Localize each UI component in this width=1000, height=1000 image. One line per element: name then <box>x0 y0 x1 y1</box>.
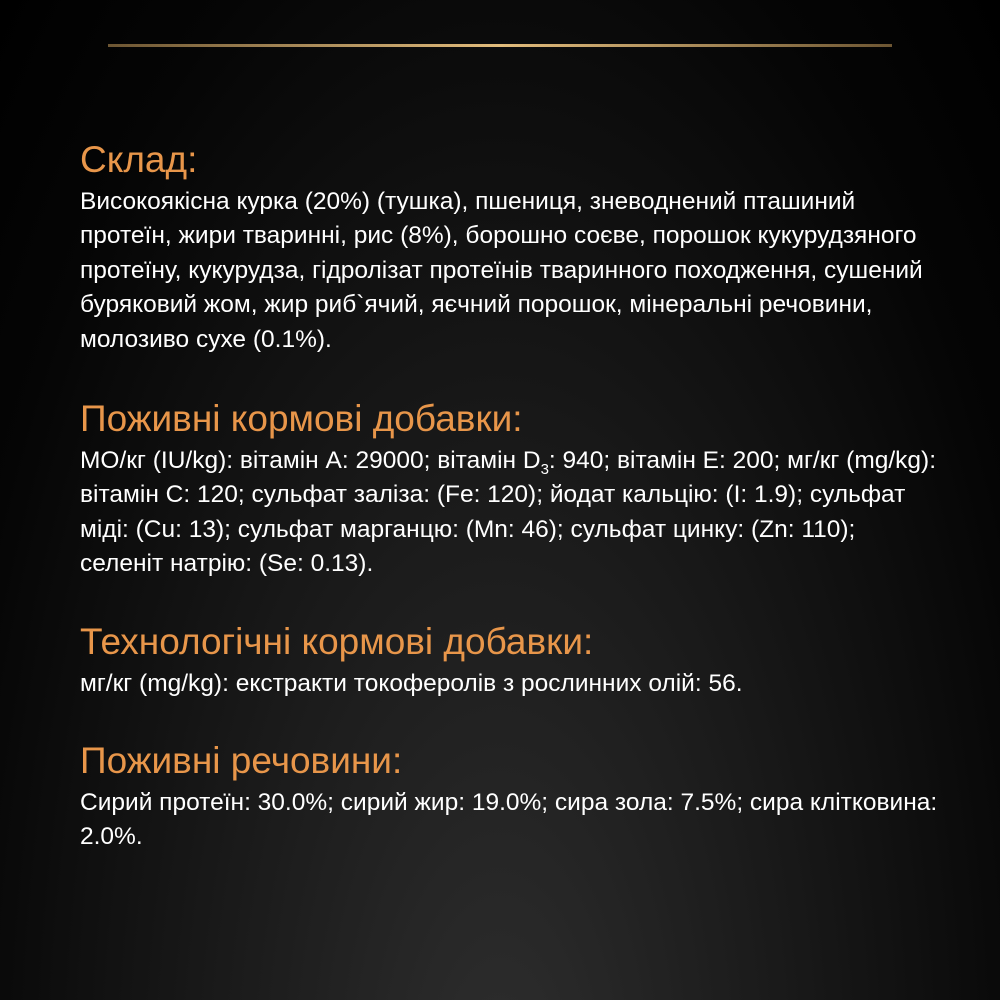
composition-text: Високоякісна курка (20%) (тушка), пшениця, зневоднений пташиний протеїн, жири тваринні, рис (8%), борошно соєве, порошок кукурудзяного протеїну, кукурудза, гідролізат протеїнів тваринного походження, сушений буряковий жом, жир риб`ячий, яєчний порошок, мінеральні речовини, молозиво сухе (0.1%). <box>80 187 923 353</box>
ingredients-panel <box>80 140 940 855</box>
nutritional-additives-heading: Поживні кормові добавки: <box>80 398 523 440</box>
vitamin-d-subscript: 3 <box>540 460 549 478</box>
technological-additives-text: мг/кг (mg/kg): екстракти токоферолів з рослинних олій: 56. <box>80 669 743 697</box>
nutrients-section <box>80 741 940 855</box>
nutritional-additives-text <box>80 444 940 582</box>
top-divider-line <box>108 44 892 47</box>
nutritional-additives-text-part2: : 940; вітамін E: 200; мг/кг (mg/kg): вітамін C: 120; сульфат заліза: (Fe: 120); йодат кальцію: (I: 1.9); сульфат міді: (Cu: 13); сульфат марганцю: (Mn: 46); сульфат цинку: (Zn: 110); селеніт натрію: (Se: 0.13). <box>80 446 937 578</box>
technological-additives-section <box>80 622 940 701</box>
technological-additives-heading: Технологічні кормові добавки: <box>80 620 594 662</box>
nutritional-additives-text-part1: МО/кг (IU/kg): вітамін A: 29000; вітамін D <box>80 446 541 474</box>
nutritional-additives-section <box>80 399 940 582</box>
nutrients-text: Сирий протеїн: 30.0%; сирий жир: 19.0%; сира зола: 7.5%; сира клітковина: 2.0%. <box>80 788 938 851</box>
composition-heading: Склад: <box>80 139 198 180</box>
nutrients-heading: Поживні речовини: <box>80 740 403 782</box>
composition-section <box>80 140 940 357</box>
